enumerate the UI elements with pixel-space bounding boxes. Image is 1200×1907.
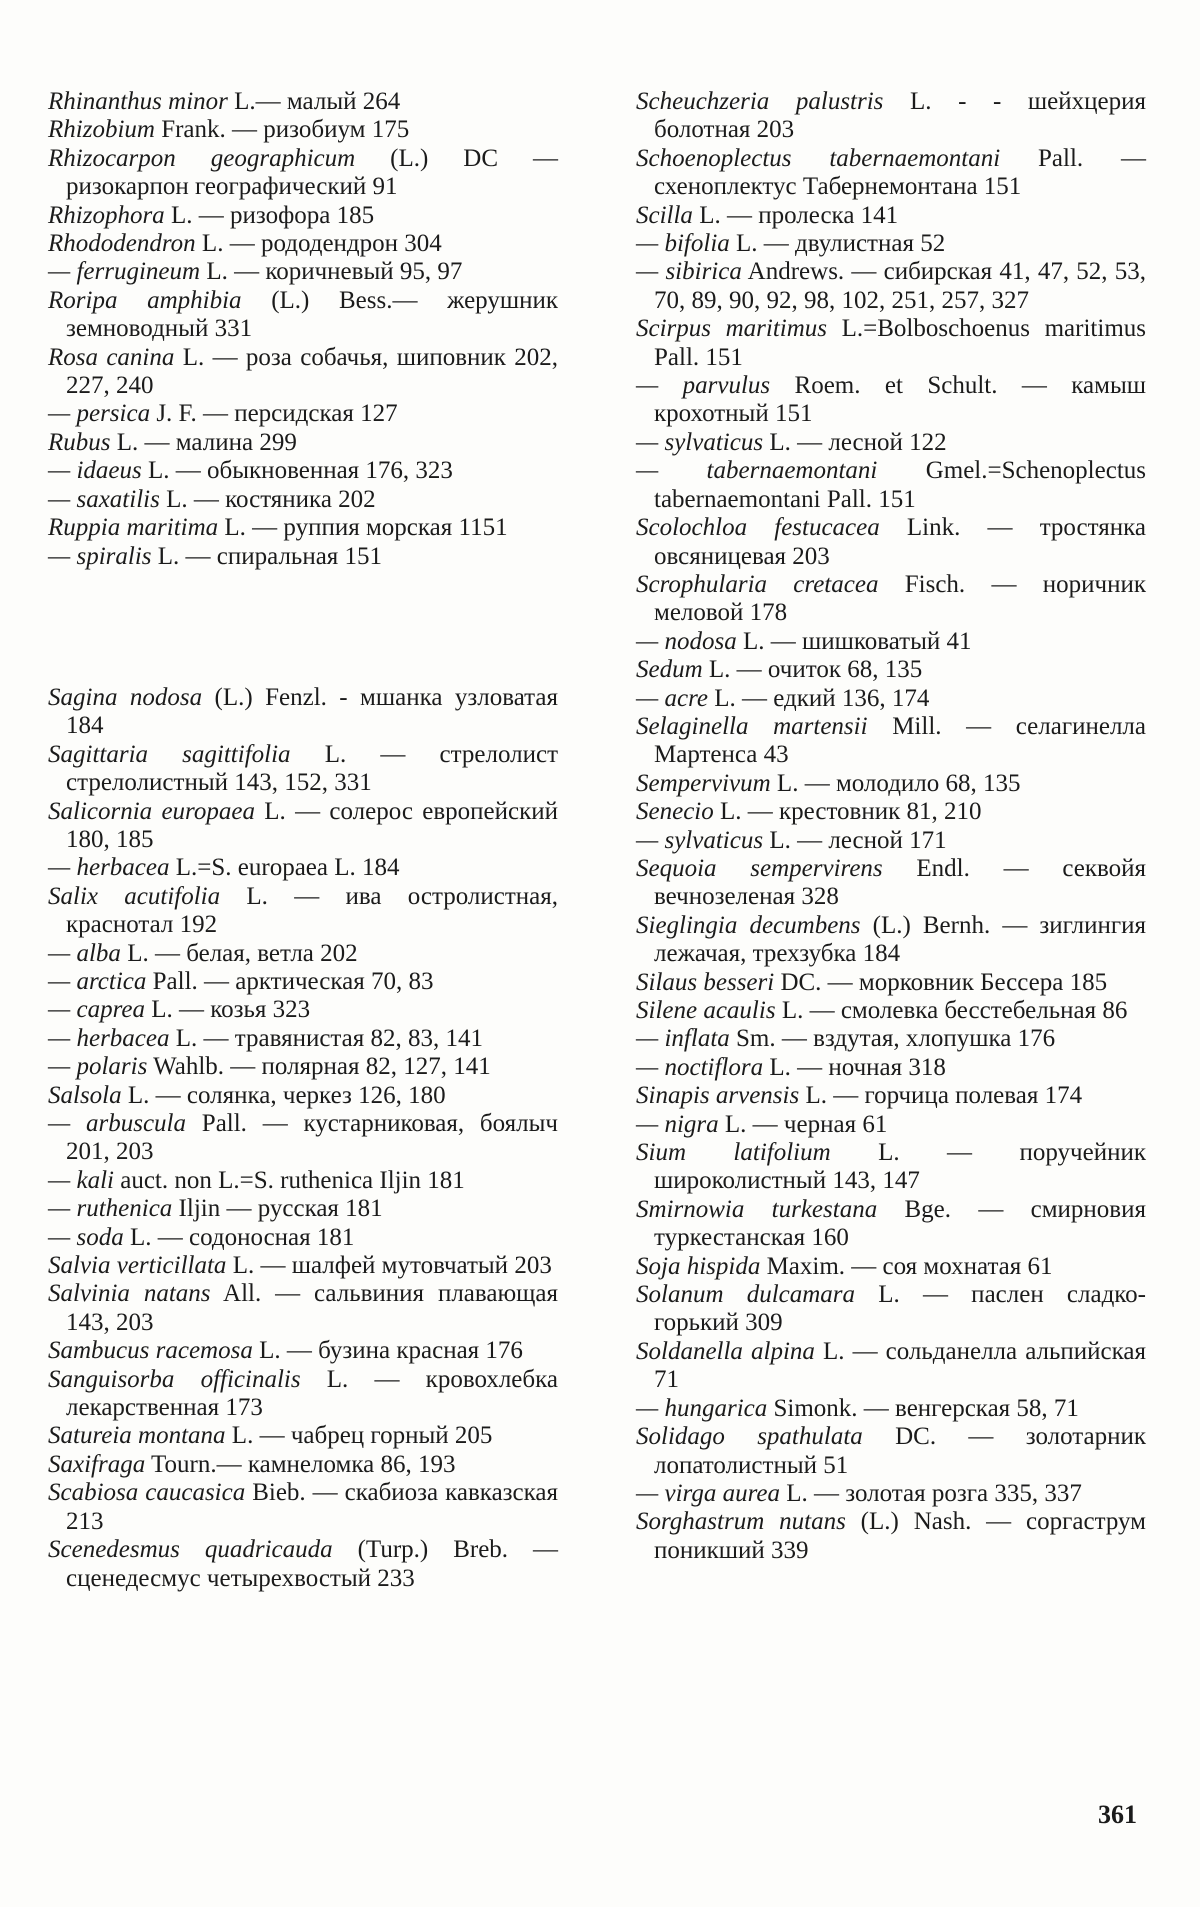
index-entry (636, 1423, 1146, 1480)
scientific-name: Scirpus maritimus (636, 315, 827, 342)
index-group-right (636, 88, 1146, 1565)
index-page (0, 0, 1200, 1907)
scientific-name: — arctica (48, 968, 146, 995)
entry-description: L. — двулистная 52 (730, 230, 945, 257)
index-entry (48, 1195, 558, 1223)
index-entry (48, 1110, 558, 1167)
scientific-name: Sedum (636, 656, 703, 683)
index-entry (48, 543, 558, 571)
scientific-name: — herbacea (48, 854, 170, 881)
scientific-name: — polaris (48, 1053, 147, 1080)
index-entry (636, 1281, 1146, 1338)
scientific-name: — inflata (636, 1025, 730, 1052)
entry-description: L. — роза собачья, шиповник 202, 227, 240 (66, 344, 558, 399)
entry-description: L.=S. europaea L. 184 (170, 854, 400, 881)
page-number: 361 (1098, 1800, 1137, 1830)
entry-description: L. — очиток 68, 135 (703, 656, 923, 683)
index-entry (636, 628, 1146, 656)
scientific-name: Solanum dulcamara (636, 1281, 855, 1308)
index-entry (636, 88, 1146, 145)
index-group-s (48, 684, 558, 1593)
index-entry (48, 1224, 558, 1252)
index-entry (636, 258, 1146, 315)
scientific-name: — parvulus (636, 372, 770, 399)
index-entry (636, 997, 1146, 1025)
index-entry (48, 230, 558, 258)
scientific-name: Sagina nodosa (48, 684, 202, 711)
scientific-name: Roripa amphibia (48, 287, 242, 314)
index-entry (48, 854, 558, 882)
scientific-name: Salix acutifolia (48, 883, 220, 910)
index-entry (636, 1196, 1146, 1253)
entry-description: L.=Bolboschoenus maritimus Pall. 151 (654, 315, 1146, 370)
entry-description: (L.) DC — ризокарпон географический 91 (66, 145, 558, 200)
index-entry (636, 1480, 1146, 1508)
entry-description: Tourn.— камнеломка 86, 193 (145, 1451, 455, 1478)
scientific-name: Sagittaria sagittifolia (48, 741, 291, 768)
scientific-name: — ferrugineum (48, 258, 200, 285)
scientific-name: Scolochloa festucacea (636, 514, 880, 541)
index-entry (48, 258, 558, 286)
index-entry (48, 344, 558, 401)
entry-description: L. — ризофора 185 (165, 202, 374, 229)
right-column (636, 88, 1146, 1565)
entry-description: L. — обыкновенная 176, 323 (142, 457, 453, 484)
index-entry (48, 741, 558, 798)
scientific-name: Sieglingia decumbens (636, 912, 861, 939)
index-entry (48, 145, 558, 202)
index-entry (636, 315, 1146, 372)
entry-description: Bge. — смирновия туркестанская 160 (654, 1196, 1146, 1251)
index-entry (48, 1479, 558, 1536)
scientific-name: Salvinia natans (48, 1280, 211, 1307)
entry-description: (L.) Fenzl. - мшанка узловатая 184 (66, 684, 558, 739)
scientific-name: — spiralis (48, 543, 152, 570)
scientific-name: — soda (48, 1224, 124, 1251)
index-entry (636, 230, 1146, 258)
entry-description: (Turp.) Breb. — сценедесмус четырехвостый 233 (66, 1536, 558, 1591)
scientific-name: — herbacea (48, 1025, 170, 1052)
scientific-name: Ruppia maritima (48, 514, 218, 541)
scientific-name: Saxifraga (48, 1451, 145, 1478)
entry-description: L.— малый 264 (228, 88, 400, 115)
index-entry (48, 798, 558, 855)
scientific-name: — virga aurea (636, 1480, 780, 1507)
scientific-name: Senecio (636, 798, 714, 825)
entry-description: L. — рододендрон 304 (196, 230, 442, 257)
entry-description: L. — спиральная 151 (152, 543, 383, 570)
entry-description: Andrews. — сибирская 41, 47, 52, 53, 70, 89, 90, 92, 98, 102, 251, 257, 327 (654, 258, 1146, 313)
scientific-name: — sibirica (636, 258, 742, 285)
entry-description: L. — сольданелла альпийская 71 (654, 1338, 1146, 1393)
entry-description: L. — поручейник широколистный 143, 147 (654, 1139, 1146, 1194)
scientific-name: Soldanella alpina (636, 1338, 815, 1365)
entry-description: (L.) Bernh. — зиглингия лежачая, трехзубка 184 (654, 912, 1146, 967)
index-entry (636, 855, 1146, 912)
index-entry (636, 685, 1146, 713)
entry-description: Frank. — ризобиум 175 (155, 116, 409, 143)
index-entry (636, 656, 1146, 684)
scientific-name: Rhododendron (48, 230, 196, 257)
entry-description: Link. — тростянка овсяницевая 203 (654, 514, 1146, 569)
scientific-name: Scabiosa caucasica (48, 1479, 245, 1506)
index-entry (48, 1337, 558, 1365)
scientific-name: Selaginella martensii (636, 713, 868, 740)
scientific-name: — idaeus (48, 457, 142, 484)
entry-description: L. — едкий 136, 174 (708, 685, 929, 712)
index-entry (48, 1082, 558, 1110)
entry-description: L. — травянистая 82, 83, 141 (170, 1025, 484, 1052)
index-entry (636, 372, 1146, 429)
index-entry (48, 202, 558, 230)
entry-description: L. — лесной 171 (763, 827, 947, 854)
index-entry (48, 1280, 558, 1337)
index-entry (636, 429, 1146, 457)
entry-description: L. — стрелолист стрелолистный 143, 152, 331 (66, 741, 558, 796)
scientific-name: Sium latifolium (636, 1139, 831, 1166)
entry-description: L. — бузина красная 176 (253, 1337, 523, 1364)
entry-description: L. - - шейхцерия болотная 203 (654, 88, 1146, 143)
index-entry (636, 1025, 1146, 1053)
entry-description: L. — костяника 202 (160, 486, 376, 513)
entry-description: L. — пролеска 141 (693, 202, 898, 229)
index-entry (48, 996, 558, 1024)
scientific-name: — nigra (636, 1111, 719, 1138)
index-entry (636, 912, 1146, 969)
scientific-name: — alba (48, 940, 121, 967)
entry-description: L. — руппия морская 1151 (218, 514, 507, 541)
index-entry (48, 429, 558, 457)
scientific-name: Satureia montana (48, 1422, 226, 1449)
entry-description: Iljin — русская 181 (172, 1195, 382, 1222)
index-entry (636, 1508, 1146, 1565)
entry-description: L. — ночная 318 (763, 1054, 946, 1081)
scientific-name: Sinapis arvensis (636, 1082, 799, 1109)
scientific-name: Scenedesmus quadricauda (48, 1536, 333, 1563)
entry-description: L. — козья 323 (145, 996, 310, 1023)
entry-description: Sm. — вздутая, хлопушка 176 (730, 1025, 1055, 1052)
entry-description: L. — кровохлебка лекарственная 173 (66, 1366, 558, 1421)
entry-description: L. — шалфей мутовчатый 203 (226, 1252, 551, 1279)
scientific-name: — acre (636, 685, 708, 712)
scientific-name: — kali (48, 1167, 114, 1194)
scientific-name: — caprea (48, 996, 145, 1023)
entry-description: L. — паслен сладко-горький 309 (654, 1281, 1146, 1336)
index-entry (636, 145, 1146, 202)
index-entry (636, 571, 1146, 628)
scientific-name: — persica (48, 400, 150, 427)
index-entry (636, 1253, 1146, 1281)
index-entry (636, 1054, 1146, 1082)
index-entry (636, 827, 1146, 855)
scientific-name: — hungarica (636, 1395, 767, 1422)
scientific-name: Sanguisorba officinalis (48, 1366, 301, 1393)
entry-description: Fisch. — норичник меловой 178 (654, 571, 1146, 626)
entry-description: L. — лесной 122 (763, 429, 947, 456)
index-entry (636, 798, 1146, 826)
index-entry (48, 1167, 558, 1195)
scientific-name: Sempervivum (636, 770, 771, 797)
index-entry (636, 1139, 1146, 1196)
scientific-name: Scilla (636, 202, 693, 229)
entry-description: L. — белая, ветла 202 (121, 940, 358, 967)
scientific-name: — sylvaticus (636, 827, 763, 854)
scientific-name: — nodosa (636, 628, 737, 655)
index-entry (636, 457, 1146, 514)
index-entry (48, 684, 558, 741)
scientific-name: Rubus (48, 429, 111, 456)
entry-description: L. — чабрец горный 205 (226, 1422, 493, 1449)
scientific-name: Rhizobium (48, 116, 155, 143)
scientific-name: Smirnowia turkestana (636, 1196, 877, 1223)
entry-description: Endl. — секвойя вечнозеленая 328 (654, 855, 1146, 910)
scientific-name: Salvia verticillata (48, 1252, 226, 1279)
scientific-name: — sylvaticus (636, 429, 763, 456)
scientific-name: — arbuscula (48, 1110, 186, 1137)
entry-description: L. — крестовник 81, 210 (714, 798, 982, 825)
entry-description: L. — ива остролистная, краснотал 192 (66, 883, 558, 938)
entry-description: Bieb. — скабиоза кавказская 213 (66, 1479, 558, 1534)
index-entry (48, 1451, 558, 1479)
scientific-name: Sambucus racemosa (48, 1337, 253, 1364)
index-group-r (48, 88, 558, 571)
entry-description: Pall. — схеноплектус Табернемонтана 151 (654, 145, 1146, 200)
entry-description: (L.) Bess.— жерушник земноводный 331 (66, 287, 558, 342)
scientific-name: Sorghastrum nutans (636, 1508, 846, 1535)
scientific-name: — saxatilis (48, 486, 160, 513)
entry-description: Pall. — арктическая 70, 83 (146, 968, 433, 995)
index-entry (48, 1422, 558, 1450)
scientific-name: Scheuchzeria palustris (636, 88, 883, 115)
entry-description: J. F. — персидская 127 (150, 400, 398, 427)
scientific-name: Scrophularia cretacea (636, 571, 878, 598)
index-entry (636, 1338, 1146, 1395)
entry-description: DC. — морковник Бессера 185 (774, 969, 1107, 996)
entry-description: L. — коричневый 95, 97 (200, 258, 462, 285)
scientific-name: Silaus besseri (636, 969, 774, 996)
index-entry (636, 1111, 1146, 1139)
index-entry (48, 1025, 558, 1053)
scientific-name: Rhizocarpon geographicum (48, 145, 355, 172)
entry-description: L. — содоносная 181 (124, 1224, 355, 1251)
index-entry (48, 968, 558, 996)
entry-description: Roem. et Schult. — камыш крохотный 151 (654, 372, 1146, 427)
entry-description: L. — солерос европейский 180, 185 (66, 798, 558, 853)
index-entry (48, 400, 558, 428)
letter-gap (48, 571, 558, 684)
scientific-name: — tabernaemontani (636, 457, 877, 484)
index-entry (48, 514, 558, 542)
scientific-name: Sequoia sempervirens (636, 855, 883, 882)
index-entry (636, 969, 1146, 997)
index-entry (48, 1536, 558, 1593)
scientific-name: Rosa canina (48, 344, 174, 371)
entry-description: Pall. — кустарниковая, боялыч 201, 203 (66, 1110, 558, 1165)
index-entry (48, 1252, 558, 1280)
scientific-name: — noctiflora (636, 1054, 763, 1081)
scientific-name: Soja hispida (636, 1253, 760, 1280)
entry-description: DC. — золотарник лопатолистный 51 (654, 1423, 1146, 1478)
entry-description: Wahlb. — полярная 82, 127, 141 (147, 1053, 490, 1080)
scientific-name: Rhinanthus minor (48, 88, 228, 115)
scientific-name: Salicornia europaea (48, 798, 255, 825)
scientific-name: Schoenoplectus tabernaemontani (636, 145, 1000, 172)
index-entry (636, 1395, 1146, 1423)
index-entry (636, 202, 1146, 230)
index-entry (48, 1366, 558, 1423)
entry-description: Mill. — селагинелла Мартенса 43 (654, 713, 1146, 768)
entry-description: L. — шишковатый 41 (737, 628, 972, 655)
index-entry (48, 116, 558, 144)
index-entry (48, 1053, 558, 1081)
scientific-name: Silene acaulis (636, 997, 776, 1024)
index-entry (48, 287, 558, 344)
index-entry (48, 940, 558, 968)
scientific-name: Solidago spathulata (636, 1423, 863, 1450)
index-entry (48, 486, 558, 514)
entry-description: Maxim. — соя мохнатая 61 (760, 1253, 1052, 1280)
scientific-name: Salsola (48, 1082, 122, 1109)
entry-description: Gmel.=Schenoplectus tabernaemontani Pall. 151 (654, 457, 1146, 512)
scientific-name: — ruthenica (48, 1195, 172, 1222)
entry-description: L. — золотая розга 335, 337 (780, 1480, 1082, 1507)
entry-description: L. — молодило 68, 135 (771, 770, 1021, 797)
entry-description: All. — сальвиния плавающая 143, 203 (66, 1280, 558, 1335)
index-entry (636, 514, 1146, 571)
index-entry (636, 770, 1146, 798)
scientific-name: Rhizophora (48, 202, 165, 229)
scientific-name: — bifolia (636, 230, 730, 257)
index-entry (48, 88, 558, 116)
entry-description: L. — черная 61 (719, 1111, 888, 1138)
index-entry (636, 713, 1146, 770)
entry-description: L. — горчица полевая 174 (799, 1082, 1082, 1109)
index-entry (48, 883, 558, 940)
index-entry (636, 1082, 1146, 1110)
entry-description: L. — солянка, черкез 126, 180 (122, 1082, 446, 1109)
entry-description: L. — малина 299 (111, 429, 297, 456)
entry-description: (L.) Nash. — соргаструм поникший 339 (654, 1508, 1146, 1563)
entry-description: auct. non L.=S. ruthenica Iljin 181 (114, 1167, 465, 1194)
entry-description: Simonk. — венгерская 58, 71 (767, 1395, 1079, 1422)
entry-description: L. — смолевка бесстебельная 86 (776, 997, 1128, 1024)
left-column (48, 88, 558, 1593)
index-entry (48, 457, 558, 485)
